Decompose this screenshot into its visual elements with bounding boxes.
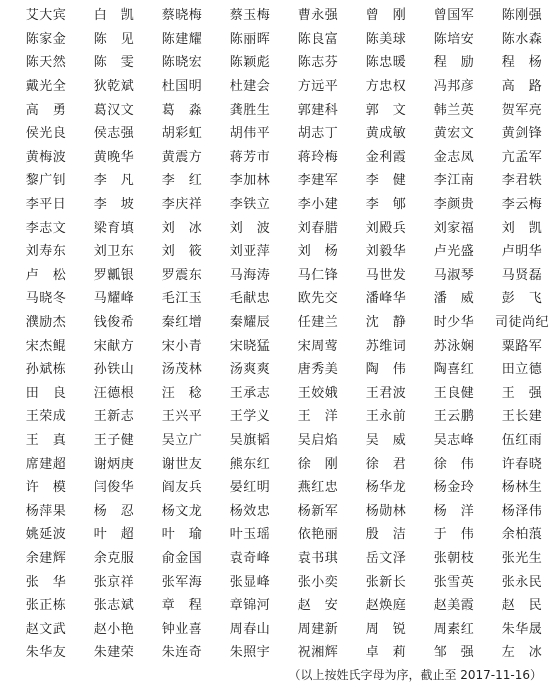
name-cell: 杨华龙 [365,480,407,496]
name-cell: 蔡玉梅 [229,8,271,24]
name-cell: 李 坡 [93,197,135,213]
name-cell: 刘毅华 [365,244,407,260]
name-cell: 赵小艳 [93,621,135,637]
name-cell: 左 冰 [501,645,543,661]
name-cell: 王云鹏 [433,409,475,425]
name-cell: 杨金玲 [433,480,475,496]
name-cell: 卢光盛 [433,244,475,260]
name-cell: 刘卫东 [93,244,135,260]
name-cell: 王良健 [433,385,475,401]
name-cell: 王姣娥 [297,385,339,401]
name-cell: 梁育填 [93,220,135,236]
name-cell: 许春晓 [501,456,543,472]
name-cell: 田立德 [501,362,543,378]
name-cell: 孙铁山 [93,362,135,378]
name-cell: 王 真 [25,432,67,448]
name-cell: 胡伟平 [229,126,271,142]
name-cell: 李小建 [297,197,339,213]
name-cell: 苏泳娴 [433,338,475,354]
name-cell: 赵焕庭 [365,598,407,614]
name-cell: 张光生 [501,550,543,566]
name-cell: 陈美球 [365,31,407,47]
name-cell: 依艳丽 [297,527,339,543]
name-cell: 卢明华 [501,244,543,260]
name-cell: 黄晚华 [93,149,135,165]
name-cell: 侯光良 [25,126,67,142]
name-cell: 汤爽爽 [229,362,271,378]
name-cell: 杨泽伟 [501,503,543,519]
name-cell: 于 伟 [433,527,475,543]
name-cell: 刘亚萍 [229,244,271,260]
name-cell: 宋杰鲲 [25,338,67,354]
name-cell: 陈家金 [25,31,67,47]
name-cell: 马海涛 [229,267,271,283]
name-cell: 周 锐 [365,621,407,637]
name-cell: 杨 忍 [93,503,135,519]
name-cell: 叶 瑜 [161,527,203,543]
name-cell: 卓 莉 [365,645,407,661]
name-cell: 宋周莺 [297,338,339,354]
name-cell: 王君波 [365,385,407,401]
name-cell: 周春山 [229,621,271,637]
name-cell: 时少华 [433,315,475,331]
name-cell: 陈 雯 [93,55,135,71]
name-cell: 汪 稔 [161,385,203,401]
name-cell: 马贤磊 [501,267,543,283]
name-cell: 杨林生 [501,480,543,496]
name-cell: 余柏蒗 [501,527,543,543]
name-cell: 杨勋林 [365,503,407,519]
name-cell: 黄成敏 [365,126,407,142]
footnote: （以上按姓氏字母为序，截止至 2017-11-16） [288,668,542,682]
name-cell: 袁奇峰 [229,550,271,566]
name-cell: 王子健 [93,432,135,448]
name-cell: 余克服 [93,550,135,566]
name-cell: 潘 威 [433,291,475,307]
name-cell: 秦耀辰 [229,315,271,331]
name-cell: 田 良 [25,385,67,401]
name-cell: 周建新 [297,621,339,637]
name-cell: 杨文龙 [161,503,203,519]
name-cell: 汤茂林 [161,362,203,378]
name-cell: 杨效忠 [229,503,271,519]
name-cell: 陶喜红 [433,362,475,378]
name-cell: 李铁立 [229,197,271,213]
name-cell: 朱照宇 [229,645,271,661]
name-cell: 王新志 [93,409,135,425]
name-cell: 陶 伟 [365,362,407,378]
name-cell: 罗震东 [161,267,203,283]
name-cell: 张朝枝 [433,550,475,566]
name-cell: 宋献方 [93,338,135,354]
name-cell: 刘 波 [229,220,271,236]
name-cell: 袁书琪 [297,550,339,566]
name-cell: 杨 洋 [433,503,475,519]
name-cell: 席建超 [25,456,67,472]
name-cell: 陈良富 [297,31,339,47]
name-cell: 吴立广 [161,432,203,448]
name-cell: 李君轶 [501,173,543,189]
name-cell: 陈丽晖 [229,31,271,47]
name-cell: 戴光全 [25,79,67,95]
name-cell: 吴旗韬 [229,432,271,448]
name-cell: 蔡晓梅 [161,8,203,24]
name-cell: 宋晓猛 [229,338,271,354]
name-cell: 章锦河 [229,598,271,614]
name-cell: 王荣成 [25,409,67,425]
name-cell: 陈天然 [25,55,67,71]
name-cell: 祝湘辉 [297,645,339,661]
name-cell: 吴 威 [365,432,407,448]
name-cell: 黄宏文 [433,126,475,142]
name-cell: 张永民 [501,574,543,590]
name-cell: 张军海 [161,574,203,590]
name-cell: 陈建耀 [161,31,203,47]
name-cell: 程 杨 [501,55,543,71]
name-cell: 章 程 [161,598,203,614]
name-cell: 邹 强 [433,645,475,661]
name-cell: 徐 君 [365,456,407,472]
name-cell: 葛 淼 [161,102,203,118]
name-cell: 晏红明 [229,480,271,496]
name-cell: 赵 安 [297,598,339,614]
name-cell: 毛江玉 [161,291,203,307]
name-cell: 张正栋 [25,598,67,614]
name-cell: 陈水森 [501,31,543,47]
name-cell: 李江南 [433,173,475,189]
name-cell: 侯志强 [93,126,135,142]
name-cell: 刘 冰 [161,220,203,236]
name-cell: 黄梅波 [25,149,67,165]
name-cell: 李云梅 [501,197,543,213]
name-cell: 高 勇 [25,102,67,118]
name-cell: 李加林 [229,173,271,189]
name-cell: 周素红 [433,621,475,637]
name-cell: 杨新军 [297,503,339,519]
name-cell: 赵美霞 [433,598,475,614]
name-cell: 蒋芳市 [229,149,271,165]
name-cell: 燕红忠 [297,480,339,496]
name-cell: 秦红增 [161,315,203,331]
name-cell: 朱华晟 [501,621,543,637]
name-cell: 赵 民 [501,598,543,614]
name-cell: 王 洋 [297,409,339,425]
name-cell: 闫俊华 [93,480,135,496]
name-cell: 韩兰英 [433,102,475,118]
name-cell: 谢炳庚 [93,456,135,472]
name-cell: 沈 静 [365,315,407,331]
name-cell: 李庆祥 [161,197,203,213]
name-cell: 葛汉文 [93,102,135,118]
name-cell: 陈培安 [433,31,475,47]
name-cell: 陈晓宏 [161,55,203,71]
name-cell: 黄剑锋 [501,126,543,142]
name-cell: 黎广钊 [25,173,67,189]
name-cell: 曾 刚 [365,8,407,24]
name-cell: 欧先交 [297,291,339,307]
name-cell: 郭建科 [297,102,339,118]
name-cell: 苏维词 [365,338,407,354]
name-cell: 卢 松 [25,267,67,283]
name-cell: 龚胜生 [229,102,271,118]
name-cell: 朱建荣 [93,645,135,661]
name-cell: 伍红雨 [501,432,543,448]
name-cell: 钟业喜 [161,621,203,637]
name-cell: 罗瓤银 [93,267,135,283]
name-cell: 王永前 [365,409,407,425]
name-cell: 许 模 [25,480,67,496]
name-cell: 冯邦彦 [433,79,475,95]
name-cell: 刘 筱 [161,244,203,260]
name-cell: 黄震方 [161,149,203,165]
name-cell: 张京祥 [93,574,135,590]
name-cell: 司徒尚纪 [494,315,549,331]
name-cell: 马耀峰 [93,291,135,307]
name-cell: 谢世友 [161,456,203,472]
name-cell: 刘寿东 [25,244,67,260]
name-cell: 姚延波 [25,527,67,543]
names-grid [12,2,556,663]
name-cell: 余建辉 [25,550,67,566]
name-cell: 马世发 [365,267,407,283]
name-cell: 阎友兵 [161,480,203,496]
name-cell: 任建兰 [297,315,339,331]
name-cell: 赵文武 [25,621,67,637]
name-cell: 马淑琴 [433,267,475,283]
name-cell: 宋小青 [161,338,203,354]
name-cell: 金利霞 [365,149,407,165]
name-cell: 汪德根 [93,385,135,401]
name-cell: 李 红 [161,173,203,189]
name-cell: 张 华 [25,574,67,590]
name-cell: 吴启焰 [297,432,339,448]
name-cell: 艾大宾 [25,8,67,24]
name-cell: 孙斌栋 [25,362,67,378]
name-cell: 胡彩虹 [161,126,203,142]
name-cell: 曹永强 [297,8,339,24]
name-cell: 陈刚强 [501,8,543,24]
name-cell: 陈忠暖 [365,55,407,71]
name-cell: 李 郇 [365,197,407,213]
name-cell: 朱华友 [25,645,67,661]
name-cell: 胡志丁 [297,126,339,142]
name-cell: 高 路 [501,79,543,95]
name-cell: 杜国明 [161,79,203,95]
name-cell: 熊东红 [229,456,271,472]
name-cell: 粟路军 [501,338,543,354]
name-cell: 钱俊希 [93,315,135,331]
name-cell: 马仁锋 [297,267,339,283]
name-cell: 李 健 [365,173,407,189]
name-cell: 王学义 [229,409,271,425]
name-cell: 俞金国 [161,550,203,566]
name-cell: 朱连奇 [161,645,203,661]
name-cell: 方远平 [297,79,339,95]
name-cell: 吴志峰 [433,432,475,448]
name-cell: 蒋玲梅 [297,149,339,165]
name-cell: 张志斌 [93,598,135,614]
name-cell: 岳文泽 [365,550,407,566]
name-cell: 杨萍果 [25,503,67,519]
name-cell: 刘春腊 [297,220,339,236]
name-cell: 刘家福 [433,220,475,236]
name-cell: 毛献忠 [229,291,271,307]
name-cell: 王 强 [501,385,543,401]
name-cell: 狄乾斌 [93,79,135,95]
name-cell: 贺军亮 [501,102,543,118]
name-cell: 王承志 [229,385,271,401]
name-cell: 刘殿兵 [365,220,407,236]
name-cell: 张小奕 [297,574,339,590]
name-cell: 王长建 [501,409,543,425]
name-cell: 李建军 [297,173,339,189]
name-cell: 白 凯 [93,8,135,24]
name-cell: 金志凤 [433,149,475,165]
name-cell: 李 凡 [93,173,135,189]
name-cell: 唐秀美 [297,362,339,378]
name-cell: 张新长 [365,574,407,590]
name-cell: 亢孟军 [501,149,543,165]
name-cell: 濮励杰 [25,315,67,331]
name-cell: 刘 杨 [297,244,339,260]
name-cell: 陈颖彪 [229,55,271,71]
name-cell: 曾国军 [433,8,475,24]
name-cell: 潘峰华 [365,291,407,307]
name-cell: 李志文 [25,220,67,236]
name-cell: 王兴平 [161,409,203,425]
name-cell: 陈志芬 [297,55,339,71]
name-cell: 叶 超 [93,527,135,543]
name-cell: 彭 飞 [501,291,543,307]
name-cell: 李平日 [25,197,67,213]
name-cell: 徐 刚 [297,456,339,472]
name-cell: 徐 伟 [433,456,475,472]
name-cell: 刘 凯 [501,220,543,236]
name-cell: 郭 文 [365,102,407,118]
name-cell: 张雪英 [433,574,475,590]
name-cell: 陈 见 [93,31,135,47]
name-cell: 李颜贵 [433,197,475,213]
name-cell: 杜建会 [229,79,271,95]
name-cell: 马晓冬 [25,291,67,307]
name-cell: 程 励 [433,55,475,71]
name-cell: 方忠权 [365,79,407,95]
name-cell: 殷 洁 [365,527,407,543]
name-cell: 张显峰 [229,574,271,590]
name-cell: 叶玉瑶 [229,527,271,543]
